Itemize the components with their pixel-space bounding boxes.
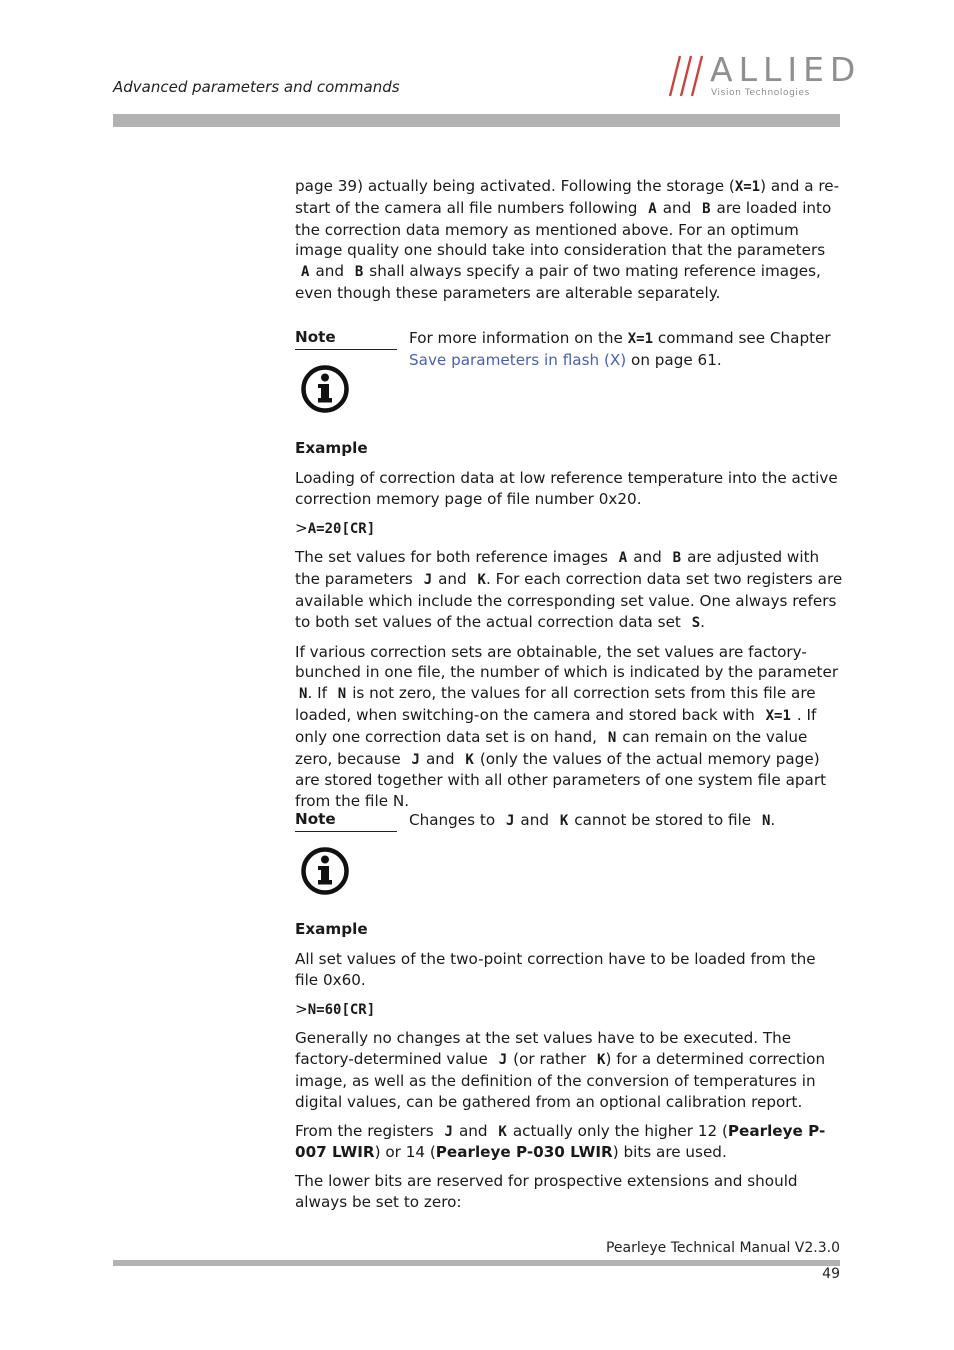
paragraph xyxy=(295,642,843,812)
code-term: A xyxy=(618,550,628,567)
text: are loaded into the correction data memory as mentioned above. For an optimum image quality one should take into consideration that the parameters xyxy=(295,198,832,260)
manual-title: Pearleye Technical Manual V2.3.0 xyxy=(605,1240,840,1256)
code-term: N xyxy=(607,729,617,746)
code-term: X=1 xyxy=(765,707,791,724)
example-text: Loading of correction data at low reference temperature into the active correction memory page of file number 0x20. xyxy=(295,469,838,508)
example-block xyxy=(295,468,843,820)
code-term: N xyxy=(299,686,308,703)
note-text xyxy=(409,810,843,832)
text: and xyxy=(662,198,692,217)
page-number: 49 xyxy=(822,1266,840,1282)
text: and xyxy=(425,749,455,768)
allied-slashes-icon xyxy=(668,54,708,100)
text: ) and a re-start of the camera all file numbers following xyxy=(295,177,840,217)
prompt-symbol: > xyxy=(295,999,308,1018)
text: shall always specify a pair of two mating reference images, even though these parameters are alterable separately. xyxy=(295,262,821,302)
code-term: J xyxy=(498,1052,508,1069)
paragraph: The lower bits are reserved for prospective extensions and should always be set to zero: xyxy=(295,1172,798,1211)
code-term: B xyxy=(672,550,682,567)
info-circle-icon xyxy=(300,364,350,414)
text: (or rather xyxy=(513,1050,587,1069)
text: and xyxy=(315,262,345,281)
text: If various correction sets are obtainable, the set values are factory-bunched in one file, the number of which is indicated by the parameter xyxy=(295,642,839,682)
text: From the registers xyxy=(295,1121,434,1140)
model-name: Pearleye P-030 LWIR xyxy=(435,1143,613,1162)
example-heading: Example xyxy=(295,439,368,457)
allied-logo xyxy=(668,50,862,100)
text: . xyxy=(700,612,705,631)
section-title: Advanced parameters and commands xyxy=(113,78,400,96)
paragraph xyxy=(295,1121,843,1164)
text: actually only the higher 12 ( xyxy=(512,1121,728,1140)
example-text: All set values of the two-point correction have to be loaded from the file 0x60. xyxy=(295,950,816,989)
code-term: N xyxy=(761,813,771,829)
command-line xyxy=(295,999,843,1021)
text: ) or 14 ( xyxy=(374,1143,436,1162)
code-term: K xyxy=(498,1123,507,1140)
text: . xyxy=(770,811,776,829)
code-term: B xyxy=(702,200,711,217)
example-heading: Example xyxy=(295,920,368,938)
note-box xyxy=(295,328,843,424)
text: Generally no changes at the set values have to be executed. The factory-determined value xyxy=(295,1029,792,1069)
text: is not zero, the values for all correction sets from this file are loaded, when switching-on the camera and stored back with xyxy=(295,684,816,724)
note-box xyxy=(295,810,843,906)
text: . If xyxy=(307,684,327,703)
code-term: B xyxy=(354,264,364,281)
text: and xyxy=(438,570,467,589)
text: are adjusted with the parameters xyxy=(295,548,820,589)
command-code: A=20[CR] xyxy=(307,520,376,537)
logo-wordmark: ALLIED xyxy=(710,50,862,89)
note-label: Note xyxy=(295,810,397,832)
note-label: Note xyxy=(295,328,397,350)
code-term: J xyxy=(411,751,420,768)
text: cannot be stored to file xyxy=(574,811,752,829)
code-term: K xyxy=(477,572,486,589)
text: . If only one correction data set is on hand, xyxy=(295,705,817,746)
chapter-link[interactable]: Save parameters in flash (X) xyxy=(409,350,627,369)
code-term: J xyxy=(505,813,515,829)
text: on page 61. xyxy=(626,350,722,369)
code-term: N xyxy=(337,686,347,703)
model-name: Pearleye P-007 LWIR xyxy=(295,1121,826,1162)
code-term: A xyxy=(301,264,310,281)
code-term: X=1 xyxy=(734,179,761,195)
code-term: X=1 xyxy=(627,331,654,347)
prompt-symbol: > xyxy=(295,518,308,537)
code-term: K xyxy=(559,813,569,829)
note-text xyxy=(409,328,843,371)
code-term: J xyxy=(444,1123,453,1140)
code-term: J xyxy=(423,572,433,589)
info-circle-icon xyxy=(300,846,350,896)
text: and xyxy=(458,1121,488,1140)
text: and xyxy=(520,811,549,829)
text: page 39) actually being activated. Following the storage ( xyxy=(295,177,735,195)
header-rule xyxy=(113,114,840,127)
text: Changes to xyxy=(409,811,496,829)
text: The set values for both reference images xyxy=(295,548,608,567)
paragraph xyxy=(295,1028,843,1112)
intro-paragraph xyxy=(295,176,843,304)
text: can remain on the value zero, because xyxy=(295,727,808,768)
example-block xyxy=(295,949,843,1221)
text: . For each correction data set two registers are available which include the corresponding set value. One always refers to both set values of the actual correction data set xyxy=(295,570,843,631)
paragraph xyxy=(295,547,843,633)
code-term: A xyxy=(648,200,657,217)
text: and xyxy=(633,548,662,567)
code-term: K xyxy=(597,1052,606,1069)
text: command see Chapter xyxy=(653,329,831,347)
text: ) bits are used. xyxy=(612,1143,727,1162)
command-line xyxy=(295,518,843,540)
text: For more information on the xyxy=(409,329,628,347)
text: (only the values of the actual memory page) are stored together with all other parameters of one system file apart from the file N. xyxy=(295,749,827,811)
logo-subtitle: Vision Technologies xyxy=(711,88,810,98)
text: ) for a determined correction image, as well as the definition of the conversion of temperatures in digital values, can be gathered from an optional calibration report. xyxy=(295,1050,826,1111)
footer-rule xyxy=(113,1260,840,1266)
code-term: K xyxy=(465,751,474,768)
command-code: N=60[CR] xyxy=(307,1001,376,1018)
code-term: S xyxy=(691,614,701,631)
